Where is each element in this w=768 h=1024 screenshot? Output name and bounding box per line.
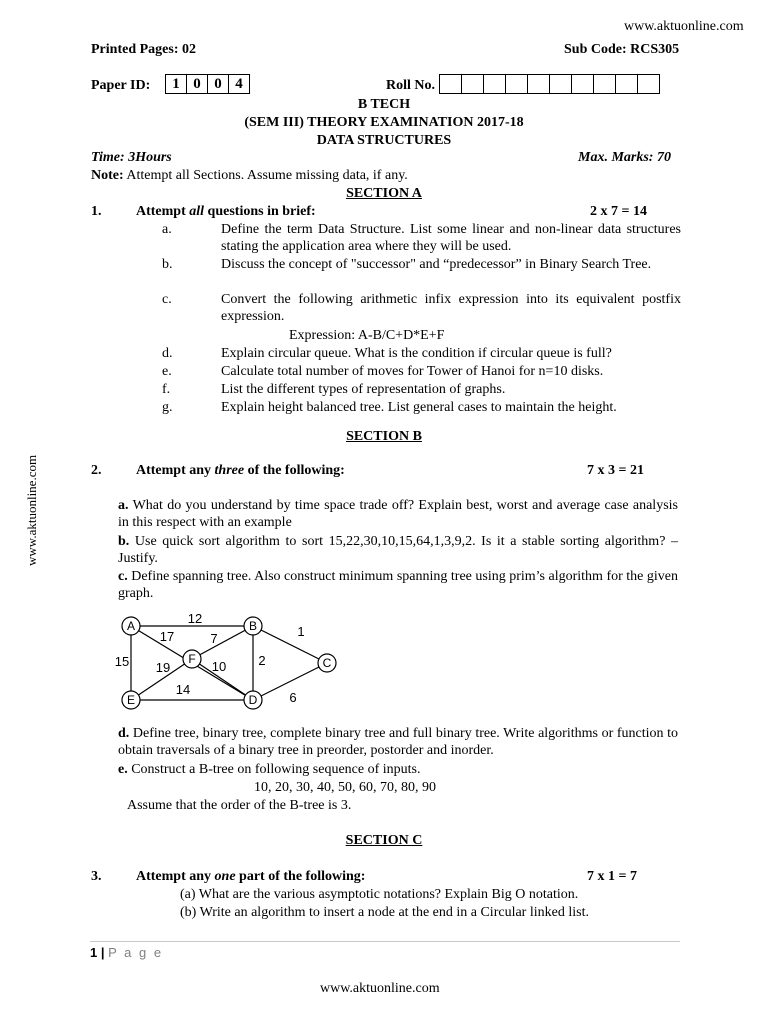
q1-number: 1. bbox=[91, 204, 102, 219]
graph-edge-weight: 2 bbox=[258, 653, 266, 668]
instr-pre: Attempt bbox=[136, 204, 190, 219]
note bbox=[91, 167, 408, 184]
paper-id-digit: 0 bbox=[186, 74, 208, 94]
q3-instruction bbox=[136, 868, 365, 885]
q1-item-text: Explain circular queue. What is the condition if circular queue is full? bbox=[221, 346, 612, 361]
q1-item-label: f. bbox=[162, 382, 171, 397]
q1b-line2: Tree. bbox=[622, 257, 652, 272]
instr-pre: Attempt any bbox=[136, 869, 215, 884]
q2-item-text: Construct a B-tree on following sequence of inputs. bbox=[127, 762, 421, 777]
btree-order-note: Assume that the order of the B-tree is 3. bbox=[127, 798, 352, 813]
exam-title: (SEM III) THEORY EXAMINATION 2017-18 bbox=[244, 115, 524, 130]
q1-marks: 2 x 7 = 14 bbox=[590, 204, 647, 219]
q2-item-text: Use quick sort algorithm to sort 15,22,30,10,15,64,1,3,9,2. Is it a stable sorting algorithm? – Justify. bbox=[118, 534, 678, 566]
roll-no-box[interactable] bbox=[637, 74, 660, 94]
graph-node-label: E bbox=[126, 693, 136, 707]
q1-item-label: b. bbox=[162, 257, 173, 272]
q2-item-text: Define tree, binary tree, complete binary tree and full binary tree. Write algorithms or function to obtain traversals of a binary tree in preorder, postorder and inorder. bbox=[118, 726, 678, 758]
q3-item: (b) Write an algorithm to insert a node at the end in a Circular linked list. bbox=[180, 905, 589, 920]
q1-item-text: List the different types of representation of graphs. bbox=[221, 382, 506, 397]
q1-item-label: a. bbox=[162, 222, 172, 237]
instr-pre: Attempt any bbox=[136, 463, 215, 478]
btree-sequence: 10, 20, 30, 40, 50, 60, 70, 80, 90 bbox=[254, 780, 436, 795]
q2-item-e bbox=[118, 761, 421, 778]
instr-emphasis: one bbox=[214, 869, 236, 884]
paper-id-boxes bbox=[166, 74, 250, 94]
q3-marks: 7 x 1 = 7 bbox=[587, 869, 637, 884]
graph-node-label: F bbox=[188, 652, 196, 666]
q3-item: (a) What are the various asymptotic notations? Explain Big O notation. bbox=[180, 887, 579, 902]
q2-number: 2. bbox=[91, 463, 102, 478]
max-marks: Max. Marks: 70 bbox=[578, 150, 671, 165]
section-c-title: SECTION C bbox=[345, 833, 423, 848]
q1c-line1: Convert the following arithmetic infix expression into its equivalent postfix bbox=[221, 292, 681, 307]
q1-item-text bbox=[221, 221, 681, 255]
footer-website: www.aktuonline.com bbox=[320, 981, 440, 996]
q2-instruction bbox=[136, 462, 345, 479]
graph-node-label: D bbox=[248, 693, 258, 707]
subject-title: DATA STRUCTURES bbox=[316, 133, 452, 148]
graph-edge-weight: 12 bbox=[187, 611, 203, 626]
q3-number: 3. bbox=[91, 869, 102, 884]
roll-no-box[interactable] bbox=[593, 74, 616, 94]
q2-item-b bbox=[118, 533, 678, 567]
q1-item-label: d. bbox=[162, 346, 173, 361]
sub-code: Sub Code: RCS305 bbox=[564, 42, 680, 57]
side-watermark: www.aktuonline.com bbox=[24, 454, 39, 566]
graph-edge-weight: 1 bbox=[297, 624, 305, 639]
graph-node-label: A bbox=[126, 619, 136, 633]
note-label: Note: bbox=[91, 168, 124, 183]
instr-post: of the following: bbox=[244, 463, 345, 478]
graph-edge-weight: 19 bbox=[155, 660, 171, 675]
q2-item-label: d. bbox=[118, 726, 130, 741]
page-footer bbox=[90, 944, 163, 961]
paper-id-digit: 4 bbox=[228, 74, 250, 94]
q1a-line2: structures stating the application area where they will be used. bbox=[221, 222, 682, 254]
page-separator: | bbox=[97, 945, 109, 960]
header-website: www.aktuonline.com bbox=[624, 19, 744, 34]
q2-item-text: What do you understand by time space trade off? Explain best, worst and average case analysis in this respect with an example bbox=[118, 498, 678, 530]
graph-edge-weight: 6 bbox=[289, 690, 297, 705]
footer-divider bbox=[90, 941, 680, 942]
paper-id-digit: 1 bbox=[165, 74, 187, 94]
q2-item-label: c. bbox=[118, 569, 128, 584]
q1b-line1: Discuss the concept of "successor" and “predecessor” in Binary Search bbox=[221, 257, 620, 272]
q2-item-label: a. bbox=[118, 498, 129, 513]
exam-time: Time: 3Hours bbox=[91, 150, 172, 165]
graph-edge-weight: 7 bbox=[210, 631, 218, 646]
graph-edge-weight: 14 bbox=[175, 682, 191, 697]
q1-item-label: e. bbox=[162, 364, 172, 379]
q1-item-label: g. bbox=[162, 400, 173, 415]
graph-edge-weight: 10 bbox=[211, 659, 227, 674]
q2-marks: 7 x 3 = 21 bbox=[587, 463, 644, 478]
q1-item-text: Calculate total number of moves for Tower of Hanoi for n=10 disks. bbox=[221, 364, 604, 379]
q2-item-text: Define spanning tree. Also construct minimum spanning tree using prim’s algorithm for the given graph. bbox=[118, 569, 678, 601]
instr-post: part of the following: bbox=[235, 869, 366, 884]
printed-pages: Printed Pages: 02 bbox=[91, 42, 196, 57]
q2-item-c bbox=[118, 568, 678, 602]
q1a-line1: Define the term Data Structure. List some linear and non-linear data bbox=[221, 222, 622, 237]
paper-id-label: Paper ID: bbox=[91, 78, 151, 93]
roll-no-box[interactable] bbox=[549, 74, 572, 94]
section-b-title: SECTION B bbox=[346, 429, 422, 444]
page-word: P a g e bbox=[108, 945, 164, 960]
page-number: 1 bbox=[90, 945, 98, 960]
q1-item-text bbox=[221, 291, 681, 325]
q1-item-text: Explain height balanced tree. List general cases to maintain the height. bbox=[221, 400, 617, 415]
q2-item-a bbox=[118, 497, 678, 531]
q2-item-label: b. bbox=[118, 534, 130, 549]
q1c-expression: Expression: A-B/C+D*E+F bbox=[289, 328, 445, 343]
roll-no-box[interactable] bbox=[505, 74, 528, 94]
q2-item-d bbox=[118, 725, 678, 759]
q1-item-label: c. bbox=[162, 292, 172, 307]
graph-edge-B-F bbox=[192, 626, 253, 659]
graph-edge-weight: 15 bbox=[114, 654, 130, 669]
graph-node-label: C bbox=[322, 656, 332, 670]
roll-no-box[interactable] bbox=[483, 74, 506, 94]
graph-edge-weight: 17 bbox=[159, 629, 175, 644]
instr-post: questions in brief: bbox=[204, 204, 316, 219]
roll-no-box[interactable] bbox=[461, 74, 484, 94]
q1-instruction bbox=[136, 203, 316, 220]
q1-item-text bbox=[221, 256, 681, 273]
q1c-line2: expression. bbox=[221, 309, 285, 324]
roll-no-box[interactable] bbox=[439, 74, 462, 94]
weighted-graph-figure bbox=[110, 608, 350, 716]
note-text: Attempt all Sections. Assume missing data, if any. bbox=[123, 168, 408, 183]
degree-title: B TECH bbox=[357, 97, 411, 112]
roll-no-box[interactable] bbox=[527, 74, 550, 94]
paper-id-digit: 0 bbox=[207, 74, 229, 94]
instr-emphasis: three bbox=[214, 463, 245, 478]
instr-emphasis: all bbox=[189, 204, 205, 219]
roll-no-label: Roll No. bbox=[386, 78, 435, 93]
roll-no-box[interactable] bbox=[615, 74, 638, 94]
q2-item-label: e. bbox=[118, 762, 128, 777]
roll-no-box[interactable] bbox=[571, 74, 594, 94]
graph-node-label: B bbox=[248, 619, 258, 633]
roll-no-boxes bbox=[440, 74, 660, 94]
section-a-title: SECTION A bbox=[346, 186, 422, 201]
